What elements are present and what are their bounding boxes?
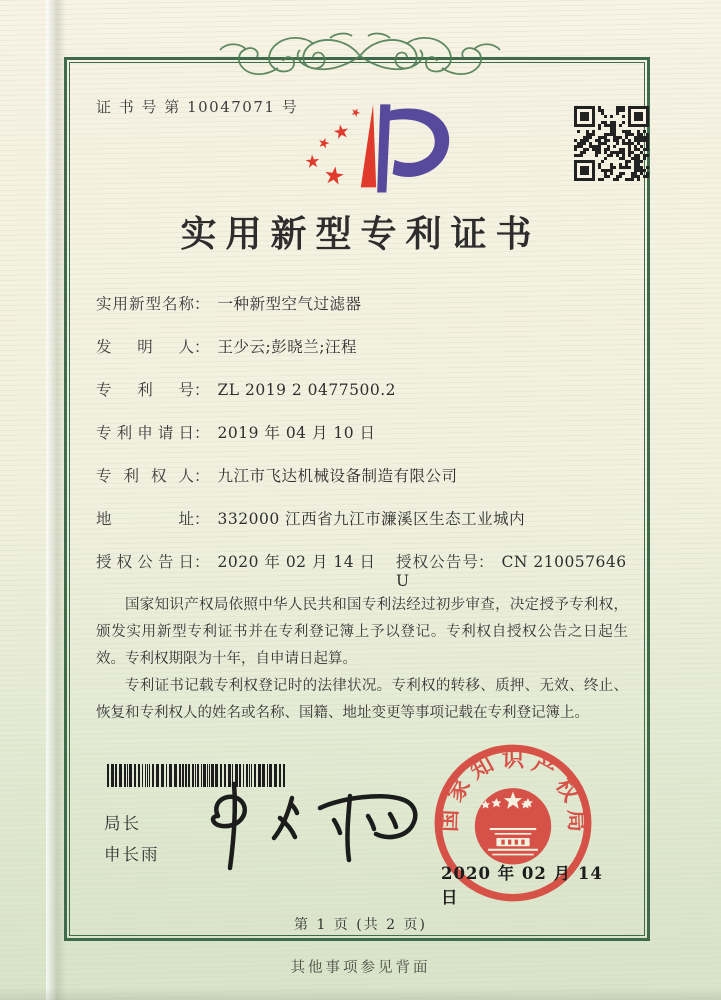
qr-code: [574, 106, 649, 181]
field-colon: ：: [194, 553, 210, 571]
grant-number-label: 授权公告号: [396, 553, 478, 571]
barcode-bar: [134, 764, 136, 787]
barcode-bar: [147, 764, 148, 787]
back-note: 其他事项参见背面: [290, 960, 431, 976]
seal-date: 2020 年 02 月 14 日: [441, 864, 603, 907]
field-label: 发明人: [96, 338, 194, 356]
paper-bottom-edge: [0, 988, 721, 1000]
field-label: 专利申请日: [96, 424, 194, 442]
field-row-address: [96, 507, 636, 550]
signer-block: [104, 808, 160, 870]
barcode-bar: [119, 764, 122, 787]
field-row-filing-date: [96, 421, 636, 464]
field-label: 实用新型名称: [96, 295, 194, 313]
barcode-bar: [156, 764, 159, 787]
legal-paragraph-2: 专利证书记载专利权登记时的法律状况。专利权的转移、质押、无效、终止、恢复和专利权人的姓名或名称、国籍、地址变更等事项记载在专利登记簿上。: [96, 678, 628, 721]
page-number: 第 1 页 (共 2 页): [294, 917, 427, 933]
barcode-bar: [115, 764, 117, 787]
field-colon: ：: [194, 467, 210, 485]
barcode-bar: [127, 764, 128, 787]
barcode-bar: [149, 764, 150, 787]
barcode-bar: [174, 764, 177, 787]
fields-block: [96, 292, 636, 593]
field-row-patent-number: [96, 378, 636, 421]
barcode-bar: [185, 764, 187, 787]
barcode-bar: [161, 764, 164, 787]
field-row-grant: [96, 550, 636, 593]
top-flourish-ornament: [210, 26, 510, 84]
barcode-bar: [138, 764, 140, 787]
field-colon: ：: [194, 295, 210, 313]
field-colon: ：: [478, 553, 494, 571]
field-colon: ：: [194, 424, 210, 442]
signer-name: 申长雨: [104, 845, 160, 864]
barcode-bar: [152, 764, 154, 787]
barcode-bar: [142, 764, 143, 787]
national-emblem: [475, 788, 551, 864]
field-label: 专利权人: [96, 467, 194, 485]
barcode-bar: [111, 764, 114, 787]
field-row-patent-name: [96, 292, 636, 335]
patent-office-logo: [288, 98, 452, 206]
barcode-bar: [129, 764, 132, 787]
field-row-inventors: [96, 335, 636, 378]
grant-number-group: [396, 550, 636, 590]
barcode-bar: [107, 764, 109, 787]
field-label: 专利号: [96, 381, 194, 399]
field-colon: ：: [194, 381, 210, 399]
legal-paragraph-1: 国家知识产权局依照中华人民共和国专利法经过初步审查，决定授予专利权，颁发实用新型专利证书并在专利登记簿上予以登记。专利权自授权公告之日起生效。专利权期限为十年，自申请日起算。: [96, 597, 628, 667]
field-row-patentee: [96, 464, 636, 507]
field-value: ZL 2019 2 0477500.2: [217, 381, 396, 399]
field-value: 九江市飞达机械设备制造有限公司: [217, 467, 458, 485]
grant-date-value: 2020 年 02 月 14 日: [217, 553, 376, 571]
paper-left-edge: [46, 0, 66, 1000]
barcode-bar: [145, 764, 146, 787]
field-value: 一种新型空气过滤器: [217, 295, 362, 313]
barcode-bar: [169, 764, 172, 787]
legal-text-block: [96, 592, 628, 727]
field-value: 王少云;彭晓兰;汪程: [217, 338, 357, 356]
certificate-title: 实用新型专利证书: [180, 213, 541, 255]
signature-handwriting: [188, 776, 428, 876]
field-colon: ：: [194, 510, 210, 528]
barcode-bar: [182, 764, 184, 787]
field-value: 332000 江西省九江市濂溪区生态工业城内: [217, 510, 526, 528]
seal-ring-text: 国家知识产权局: [436, 746, 590, 833]
grant-number-value: CN 210057646 U: [396, 553, 627, 590]
barcode-bar: [166, 764, 167, 787]
grant-date-label: 授权公告日: [96, 553, 194, 571]
barcode-bar: [124, 764, 126, 787]
signer-title: 局长: [104, 814, 141, 833]
field-label: 地址: [96, 510, 194, 528]
field-colon: ：: [194, 338, 210, 356]
certificate-number: 证 书 号 第 10047071 号: [96, 98, 299, 116]
barcode-bar: [179, 764, 181, 787]
field-value: 2019 年 04 月 10 日: [217, 424, 376, 442]
